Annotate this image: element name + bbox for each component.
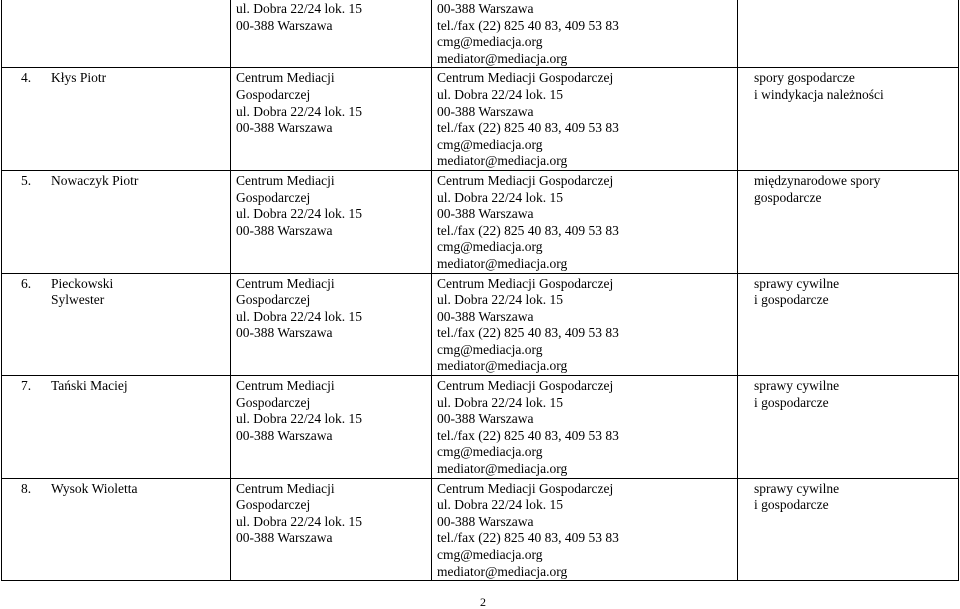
name-cell <box>2 478 231 581</box>
contact-cell <box>432 478 738 581</box>
address-line: Gospodarczej <box>236 189 311 205</box>
address-line: Centrum Mediacji <box>236 172 335 188</box>
row-number: 7. <box>21 378 32 394</box>
contact-line: mediator@mediacja.org <box>437 563 568 579</box>
row-number: 6. <box>21 275 32 291</box>
contact-cell <box>432 376 738 479</box>
contact-line: cmg@mediacja.org <box>437 444 543 460</box>
contact-line: Centrum Mediacji Gospodarczej <box>437 378 614 394</box>
contact-line: mediator@mediacja.org <box>437 255 568 271</box>
table-row <box>2 376 959 479</box>
contact-line: cmg@mediacja.org <box>437 34 543 50</box>
address-line: 00-388 Warszawa <box>236 325 333 341</box>
specialization-line: i gospodarcze <box>754 292 829 308</box>
row-number: 5. <box>21 172 32 188</box>
mediator-name: Pieckowski <box>51 275 114 291</box>
row-number: 8. <box>21 480 32 496</box>
page-number: 2 <box>480 595 486 609</box>
name-cell <box>2 68 231 171</box>
address-line: ul. Dobra 22/24 lok. 15 <box>236 308 362 324</box>
contact-line: ul. Dobra 22/24 lok. 15 <box>437 292 563 308</box>
specialization-line: międzynarodowe spory <box>754 172 881 188</box>
contact-line: cmg@mediacja.org <box>437 136 543 152</box>
contact-line: tel./fax (22) 825 40 83, 409 53 83 <box>437 325 619 341</box>
table-row <box>2 478 959 581</box>
mediator-name: Kłys Piotr <box>51 70 107 86</box>
address-line: ul. Dobra 22/24 lok. 15 <box>236 1 362 16</box>
specialization-line: sprawy cywilne <box>754 378 840 394</box>
contact-line: 00-388 Warszawa <box>437 103 534 119</box>
contact-line: 00-388 Warszawa <box>437 206 534 222</box>
address-line: ul. Dobra 22/24 lok. 15 <box>236 206 362 222</box>
specialization-cell <box>738 0 959 68</box>
address-line: Gospodarczej <box>236 394 311 410</box>
mediators-table <box>1 0 959 581</box>
table-row <box>2 0 959 68</box>
name-cell <box>2 376 231 479</box>
address-line: 00-388 Warszawa <box>236 222 333 238</box>
row-number: 4. <box>21 70 32 86</box>
contact-line: mediator@mediacja.org <box>437 461 568 477</box>
mediator-name: Sylwester <box>51 292 105 308</box>
contact-line: 00-388 Warszawa <box>437 308 534 324</box>
contact-line: tel./fax (22) 825 40 83, 409 53 83 <box>437 427 619 443</box>
contact-line: ul. Dobra 22/24 lok. 15 <box>437 497 563 513</box>
address-line: Centrum Mediacji <box>236 70 335 86</box>
address-line: Centrum Mediacji <box>236 480 335 496</box>
contact-line: ul. Dobra 22/24 lok. 15 <box>437 189 563 205</box>
contact-line: 00-388 Warszawa <box>437 1 534 16</box>
contact-line: Centrum Mediacji Gospodarczej <box>437 172 614 188</box>
contact-line: Centrum Mediacji Gospodarczej <box>437 480 614 496</box>
table-row <box>2 273 959 376</box>
address-line: 00-388 Warszawa <box>236 427 333 443</box>
specialization-cell <box>738 170 959 273</box>
address-line: Gospodarczej <box>236 292 311 308</box>
contact-cell <box>432 170 738 273</box>
address-line: ul. Dobra 22/24 lok. 15 <box>236 513 362 529</box>
contact-line: Centrum Mediacji Gospodarczej <box>437 70 614 86</box>
specialization-line: sprawy cywilne <box>754 480 840 496</box>
contact-cell <box>432 0 738 68</box>
specialization-line: sprawy cywilne <box>754 275 840 291</box>
specialization-cell <box>738 376 959 479</box>
address-line: 00-388 Warszawa <box>236 120 333 136</box>
contact-line: mediator@mediacja.org <box>437 153 568 169</box>
contact-line: ul. Dobra 22/24 lok. 15 <box>437 394 563 410</box>
address-cell <box>231 376 432 479</box>
address-line: ul. Dobra 22/24 lok. 15 <box>236 411 362 427</box>
specialization-line: i gospodarcze <box>754 394 829 410</box>
name-cell <box>2 273 231 376</box>
contact-line: mediator@mediacja.org <box>437 50 568 66</box>
contact-line: cmg@mediacja.org <box>437 239 543 255</box>
contact-line: cmg@mediacja.org <box>437 341 543 357</box>
address-cell <box>231 478 432 581</box>
contact-cell <box>432 68 738 171</box>
specialization-line: i gospodarcze <box>754 497 829 513</box>
mediator-name: Wysok Wioletta <box>51 480 138 496</box>
address-cell <box>231 68 432 171</box>
address-line: Gospodarczej <box>236 497 311 513</box>
contact-line: tel./fax (22) 825 40 83, 409 53 83 <box>437 17 619 33</box>
address-line: Centrum Mediacji <box>236 378 335 394</box>
address-line: Centrum Mediacji <box>236 275 335 291</box>
contact-line: 00-388 Warszawa <box>437 411 534 427</box>
contact-line: mediator@mediacja.org <box>437 358 568 374</box>
specialization-cell <box>738 68 959 171</box>
name-cell <box>2 170 231 273</box>
contact-line: tel./fax (22) 825 40 83, 409 53 83 <box>437 222 619 238</box>
address-line: ul. Dobra 22/24 lok. 15 <box>236 103 362 119</box>
address-line: 00-388 Warszawa <box>236 17 333 33</box>
contact-line: 00-388 Warszawa <box>437 513 534 529</box>
specialization-line: gospodarcze <box>754 189 822 205</box>
address-cell <box>231 273 432 376</box>
address-cell <box>231 170 432 273</box>
contact-line: tel./fax (22) 825 40 83, 409 53 83 <box>437 530 619 546</box>
specialization-line: spory gospodarcze <box>754 70 855 86</box>
address-line: Gospodarczej <box>236 86 311 102</box>
contact-line: Centrum Mediacji Gospodarczej <box>437 275 614 291</box>
address-line: 00-388 Warszawa <box>236 530 333 546</box>
specialization-cell <box>738 478 959 581</box>
contact-line: ul. Dobra 22/24 lok. 15 <box>437 86 563 102</box>
address-cell <box>231 0 432 68</box>
contact-cell <box>432 273 738 376</box>
specialization-cell <box>738 273 959 376</box>
contact-line: tel./fax (22) 825 40 83, 409 53 83 <box>437 120 619 136</box>
contact-line: cmg@mediacja.org <box>437 547 543 562</box>
mediator-name: Nowaczyk Piotr <box>51 172 139 188</box>
name-cell <box>2 0 231 68</box>
table-row <box>2 68 959 171</box>
specialization-line: i windykacja należności <box>754 86 884 102</box>
mediator-name: Tański Maciej <box>51 378 128 394</box>
table-row <box>2 170 959 273</box>
